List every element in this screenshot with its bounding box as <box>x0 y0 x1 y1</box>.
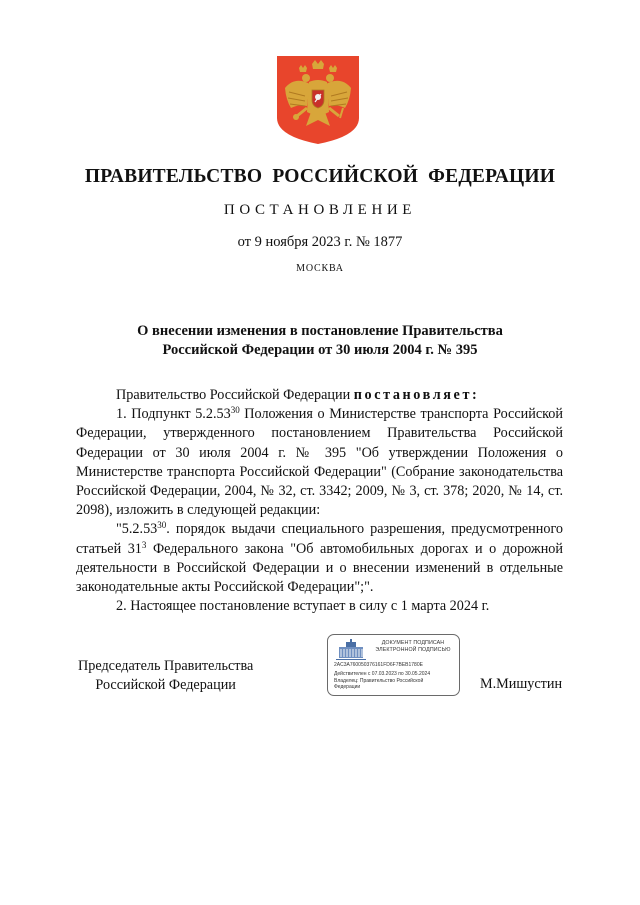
item-2-paragraph: 2. Настоящее постановление вступает в силу с 1 марта 2024 г. <box>116 598 490 615</box>
government-building-icon <box>334 639 368 661</box>
electronic-signature-stamp <box>327 634 460 696</box>
signer-position-line-1: Председатель Правительства <box>78 658 254 674</box>
item-1-start: 1. Подпункт 5.2.53 <box>116 406 231 423</box>
resolves-word: постановляет: <box>353 387 480 403</box>
quote-superscript-2: 3 <box>141 539 147 550</box>
quote-middle: . порядок выдачи специального разрешения, предусмотренного статьей 31 <box>76 521 563 557</box>
signer-position <box>78 657 253 695</box>
quote-start: "5.2.53 <box>116 521 158 538</box>
certificate-owner-line-2: Федерации <box>334 684 361 690</box>
stamp-title-line-1: ДОКУМЕНТ ПОДПИСАН <box>381 640 445 646</box>
intro-text: Правительство Российской Федерации <box>116 387 351 403</box>
heading-line-2: Российской Федерации от 30 июля 2004 г. № 395 <box>162 342 478 358</box>
signer-name: М.Мишустин <box>480 676 563 692</box>
stamp-title <box>368 640 458 654</box>
decree-body <box>76 386 563 616</box>
quote-superscript: 30 <box>157 520 167 531</box>
stamp-title-line-2: ЭЛЕКТРОННОЙ ПОДПИСЬЮ <box>375 647 451 653</box>
intro-paragraph <box>76 386 563 405</box>
decree-heading <box>0 322 640 360</box>
coat-of-arms-emblem <box>277 56 359 144</box>
item-1-text: Положения о Министерстве транспорта Российской Федерации, утвержденного постановлением Правительства Российской Федерации от 30 июля 2004 г. № 395 "Об утверждении Положения о Министерстве транспорта Российской Федерации" (Собрание законодательства Российской Федерации, 2004, № 32, ст. 3342; 2009, № 3, ст. 378; 2020, № 14, ст. 2098), изложить в следующей редакции: <box>76 406 563 519</box>
item-1-superscript: 30 <box>230 405 240 416</box>
quote-paragraph <box>76 520 563 597</box>
decree-date-number: от 9 ноября 2023 г. № 1877 <box>237 234 403 250</box>
city-name: МОСКВА <box>296 263 344 274</box>
government-title: ПРАВИТЕЛЬСТВО РОССИЙСКОЙ ФЕДЕРАЦИИ <box>84 166 556 187</box>
validity-period: Действителен с 07.03.2023 по 30.05.2024 <box>334 671 431 677</box>
quote-end: Федерального закона "Об автомобильных дорогах и о дорожной деятельности в Российской Федерации и о внесении изменений в отдельные законодательные акты Российской Федерации";". <box>76 540 563 596</box>
document-type: ПОСТАНОВЛЕНИЕ <box>223 202 417 218</box>
certificate-number: 2AC3A760050376161FD6F7BEB1780E <box>334 662 423 668</box>
heading-line-1: О внесении изменения в постановление Правительства <box>137 323 503 339</box>
certificate-owner-line-1: Владелец: Правительство Российской <box>334 678 424 684</box>
item-1-paragraph <box>76 405 563 520</box>
signer-position-line-2: Российской Федерации <box>95 677 236 693</box>
